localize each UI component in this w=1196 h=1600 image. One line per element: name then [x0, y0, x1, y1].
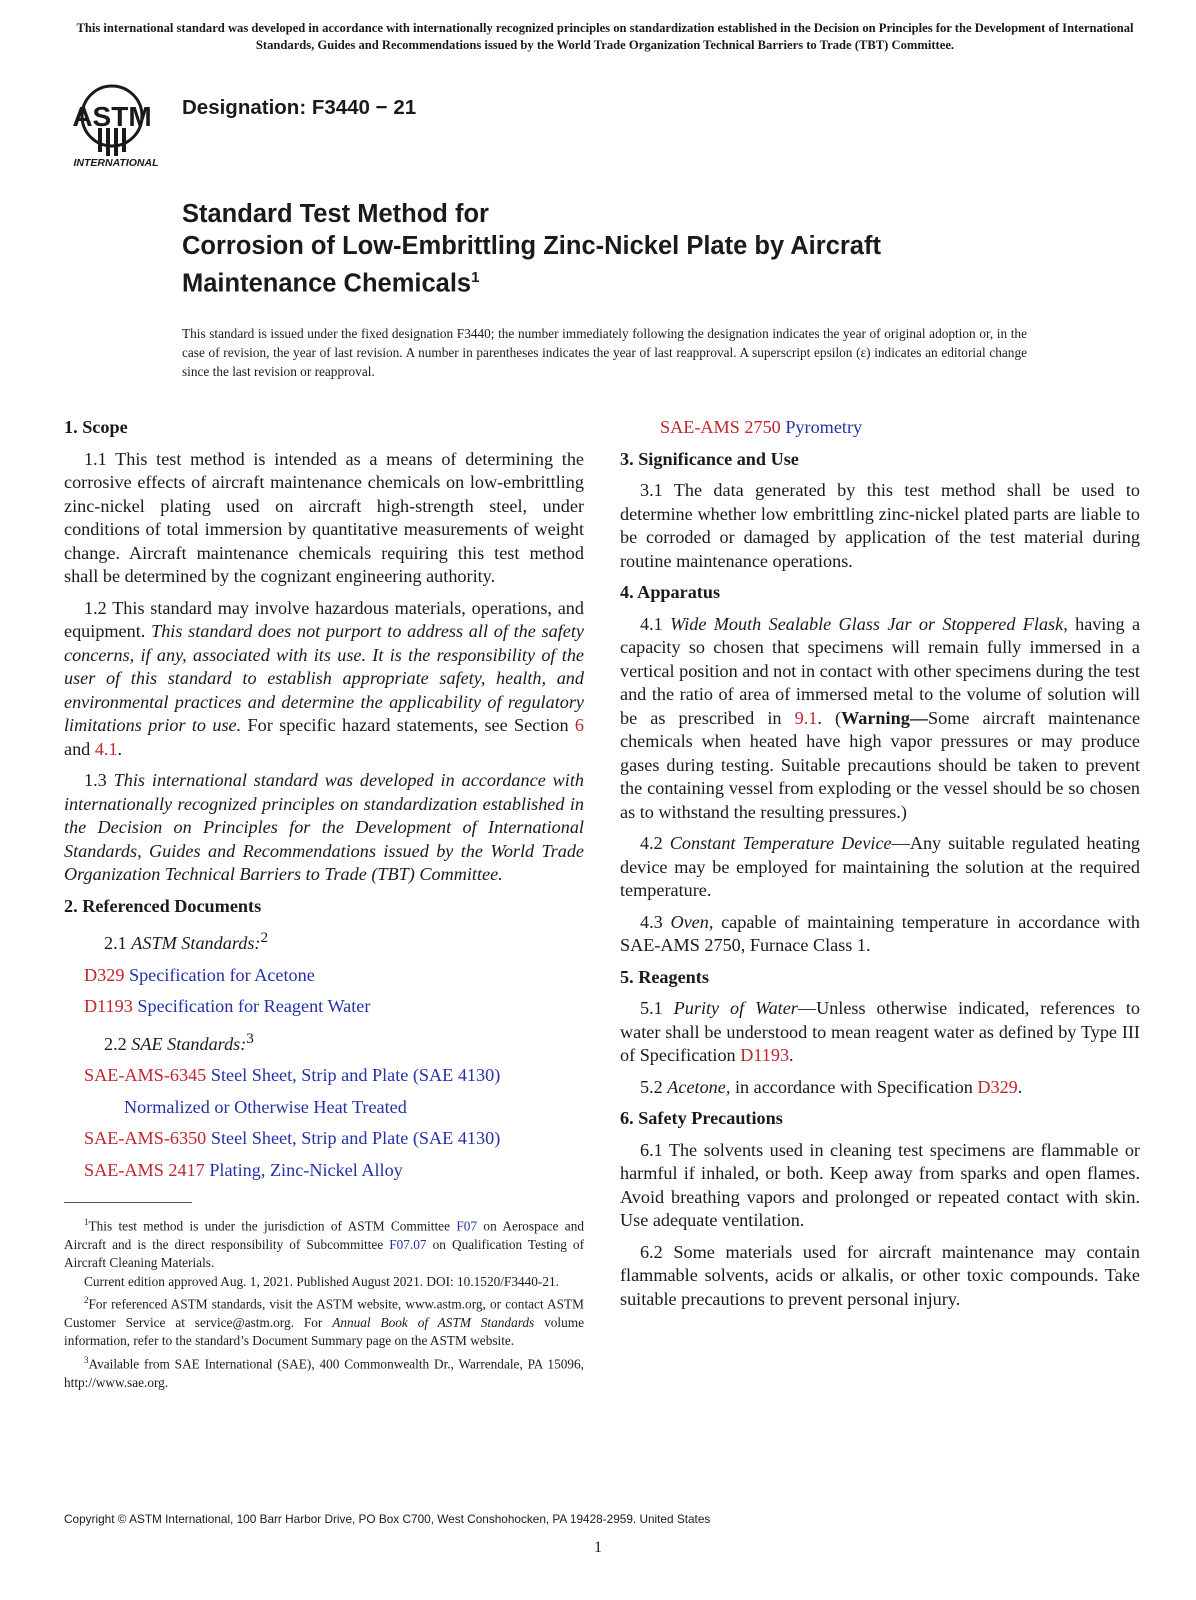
- left-column: [64, 416, 584, 1392]
- link-d329[interactable]: D329: [977, 1076, 1018, 1097]
- section-significance-heading: 3. Significance and Use: [620, 448, 799, 469]
- scope-1-2: 1.2 This standard may involve hazardous materials, operations, and equipment. This standard does not purport to address all of the safety concerns, if any, associated with its use. It is the responsibility of the user of this standard to establish appropriate safety, health, and environmental practices and determine the applicability of regulatory limitations prior to use. For specific hazard statements, see Section 6 and 4.1.: [64, 597, 585, 759]
- ref-sae-ams-6350[interactable]: SAE-AMS-6350 Steel Sheet, Strip and Plate (SAE 4130): [84, 1128, 501, 1149]
- designation: Designation: F3440 − 21: [182, 96, 417, 119]
- significance-3-1: 3.1 The data generated by this test method shall be used to determine whether low embrittling zinc-nickel plated parts are liable to be corroded or damaged by application of the test material during routine maintenance operations.: [620, 480, 1140, 571]
- footnote-1-edition: Current edition approved Aug. 1, 2021. Published August 2021. DOI: 10.1520/F3440-21.: [84, 1273, 559, 1289]
- section-safety-heading: 6. Safety Precautions: [620, 1108, 783, 1128]
- document-title: [182, 198, 1082, 300]
- astm-logo-word: ASTM: [72, 101, 152, 132]
- reagents-5-1: 5.1 Purity of Water—Unless otherwise indicated, references to water shall be understood to mean reagent water as defined by Type III of Specification D1193.: [620, 998, 1140, 1065]
- title-line-3: Maintenance Chemicals$^1$: [182, 269, 480, 298]
- link-section-4-1[interactable]: 4.1: [94, 738, 118, 759]
- scope-1-3: 1.3 This international standard was developed in accordance with internationally recognized principles on standardization established in the Decision on Principles for the Development of International Standards, Guides and Recommendations issued by the World Trade Organization Technical Barriers to Trade (TBT) Committee.: [64, 770, 585, 884]
- astm-standards-label: 2.1 ASTM Standards:$^2$: [104, 929, 269, 954]
- safety-6-1: 6.1 The solvents used in cleaning test specimens are flammable or harmful if inhaled, or both. Keep away from sparks and open flames. Avoid breathing vapors and prolonged or repeated contact with skin. Use adequate ventilation.: [620, 1139, 1140, 1230]
- section-scope-heading: 1. Scope: [64, 417, 128, 437]
- ref-sae-ams-6345-cont[interactable]: Normalized or Otherwise Heat Treated: [124, 1096, 407, 1117]
- title-footnote-mark: 1: [471, 269, 480, 286]
- link-section-9-1[interactable]: 9.1: [794, 707, 818, 728]
- ref-d1193[interactable]: D1193 Specification for Reagent Water: [84, 996, 371, 1017]
- wto-notice: This international standard was developed in accordance with internationally recognized principles on standardization established in the Decision on Principles for the Development of International Standards, Guides and Recommendations issued by the World Trade Organization Technical Barriers to Trade (TBT) Committee.: [76, 21, 1134, 52]
- title-line-2: Corrosion of Low-Embrittling Zinc-Nickel Plate by Aircraft: [182, 232, 881, 260]
- ref-sae-ams-6345[interactable]: SAE-AMS-6345 Steel Sheet, Strip and Plate (SAE 4130): [84, 1065, 501, 1086]
- reagents-5-2: 5.2 Acetone, in accordance with Specification D329.: [640, 1076, 1023, 1097]
- copyright: Copyright © ASTM International, 100 Barr Harbor Drive, PO Box C700, West Conshohocken, PA 19428-2959. United States: [64, 1512, 711, 1526]
- footnote-rule: [64, 1202, 192, 1203]
- ref-sae-ams-2750[interactable]: SAE-AMS 2750 Pyrometry: [660, 417, 863, 437]
- preamble: This standard is issued under the fixed designation F3440; the number immediately following the designation indicates the year of original adoption or, in the case of revision, the year of last revision. A number in parentheses indicates the year of last reapproval. A superscript epsilon (ε) indicates an editorial change since the last revision or reapproval.: [182, 326, 1027, 379]
- safety-6-2: 6.2 Some materials used for aircraft maintenance may contain flammable solvents, acids or alkalis, or other toxic compounds. Take suitable precautions to prevent personal injury.: [620, 1241, 1140, 1309]
- footnotes: [64, 1213, 584, 1392]
- title-line-1: Standard Test Method for: [182, 200, 489, 228]
- scope-1-1: 1.1 This test method is intended as a means of determining the corrosive effects of aircraft maintenance chemicals on low-embrittling zinc-nickel plating used on aircraft high-strength steel, under conditions of total immersion by quantitative measurements of weight change. Aircraft maintenance chemicals requiring this test method shall be determined by the cognizant engineering authority.: [64, 448, 584, 586]
- footnote-3: $^3$Available from SAE International (SAE), 400 Commonwealth Dr., Warrendale, PA 15096, http://www.sae.org.: [64, 1354, 584, 1390]
- astm-logo-subword: INTERNATIONAL: [73, 157, 159, 168]
- section-reagents-heading: 5. Reagents: [620, 966, 709, 987]
- link-d1193[interactable]: D1193: [740, 1045, 790, 1065]
- link-section-6[interactable]: 6: [574, 715, 585, 735]
- apparatus-4-1: 4.1 Wide Mouth Sealable Glass Jar or Stoppered Flask, having a capacity so chosen that specimens will remain fully immersed in a vertical position and not in contact with other specimens during the test and the ratio of area of immersed metal to the volume of solution will be as prescribed in 9.1. (Warning—Some aircraft maintenance chemicals when heated have high vapor pressures or may produce gases during testing. Suitable precautions should be taken to prevent the containing vessel from exploding or the vessel should be so chosen as to withstand the resulting pressures.): [620, 613, 1141, 822]
- astm-logo: [66, 72, 172, 168]
- right-column: [620, 416, 1140, 1319]
- apparatus-4-2: 4.2 Constant Temperature Device—Any suitable regulated heating device may be employed for maintaining the solution at the required temperature.: [620, 833, 1141, 900]
- section-apparatus-heading: 4. Apparatus: [620, 582, 721, 602]
- sae-standards-label: 2.2 SAE Standards:$^3$: [104, 1029, 254, 1054]
- link-f07[interactable]: F07: [456, 1218, 478, 1234]
- footnote-1: $^1$This test method is under the jurisdiction of ASTM Committee F07 on Aerospace and Aircraft and is the direct responsibility of Subcommittee F07.07 on Qualification Testing of Aircraft Cleaning Materials.: [64, 1217, 584, 1271]
- link-f07-07[interactable]: F07.07: [389, 1236, 427, 1252]
- page-number: 1: [594, 1539, 602, 1556]
- apparatus-4-3: 4.3 Oven, capable of maintaining temperature in accordance with SAE-AMS 2750, Furnace Class 1.: [620, 911, 1141, 955]
- footnote-2: $^2$For referenced ASTM standards, visit the ASTM website, www.astm.org, or contact ASTM Customer Service at service@astm.org. For Annual Book of ASTM Standards volume information, refer to the standard’s Document Summary page on the ASTM website.: [64, 1295, 585, 1349]
- ref-sae-ams-2417[interactable]: SAE-AMS 2417 Plating, Zinc-Nickel Alloy: [84, 1159, 403, 1180]
- ref-d329[interactable]: D329 Specification for Acetone: [84, 964, 315, 985]
- section-refdocs-heading: 2. Referenced Documents: [64, 895, 262, 916]
